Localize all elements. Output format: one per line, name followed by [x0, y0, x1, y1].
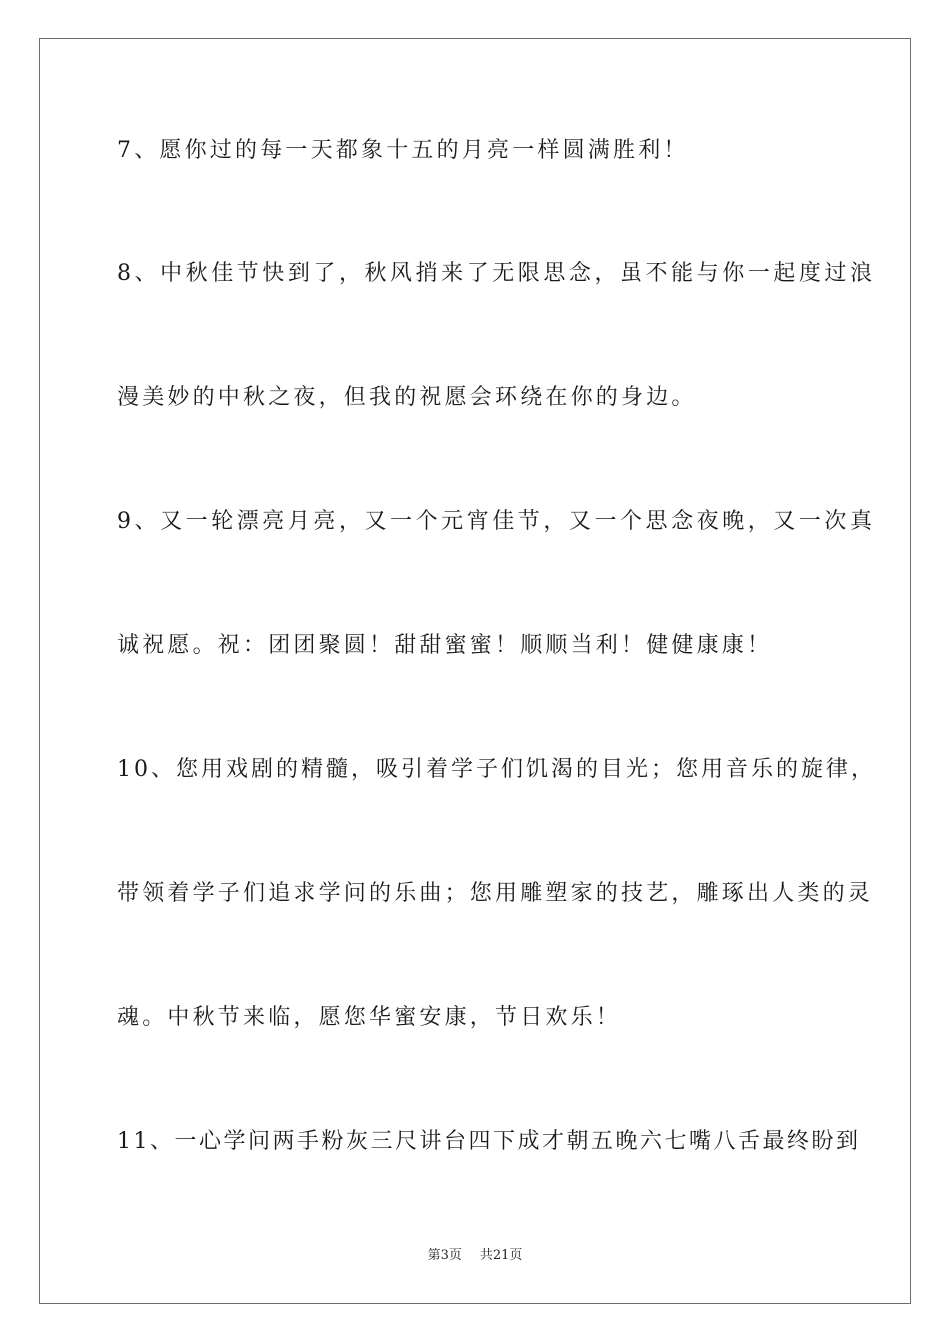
- page-number: 第3页: [427, 1248, 462, 1263]
- page-footer: [0, 1247, 950, 1265]
- text-line-2: 8、中秋佳节快到了，秋风捎来了无限思念，虽不能与你一起度过浪: [117, 261, 876, 286]
- page-total: 共21页: [479, 1248, 523, 1263]
- text-line-8: 魂。中秋节来临，愿您华蜜安康，节日欢乐！: [117, 1005, 622, 1030]
- text-line-4: 9、又一轮漂亮月亮，又一个元宵佳节，又一个思念夜晚，又一次真: [117, 509, 876, 534]
- page-border: [39, 38, 911, 1304]
- text-line-7: 带领着学子们追求学问的乐曲；您用雕塑家的技艺，雕琢出人类的灵: [117, 881, 874, 906]
- text-line-5: 诚祝愿。祝：团团聚圆！甜甜蜜蜜！顺顺当利！健健康康！: [117, 633, 773, 658]
- text-line-9: 11、一心学问两手粉灰三尺讲台四下成才朝五晚六七嘴八舌最终盼到: [117, 1129, 861, 1154]
- text-line-1: 7、愿你过的每一天都象十五的月亮一样圆满胜利！: [117, 138, 689, 163]
- text-line-6: 10、您用戏剧的精髓，吸引着学子们饥渴的目光；您用音乐的旋律，: [117, 757, 876, 782]
- text-line-3: 漫美妙的中秋之夜，但我的祝愿会环绕在你的身边。: [117, 385, 697, 410]
